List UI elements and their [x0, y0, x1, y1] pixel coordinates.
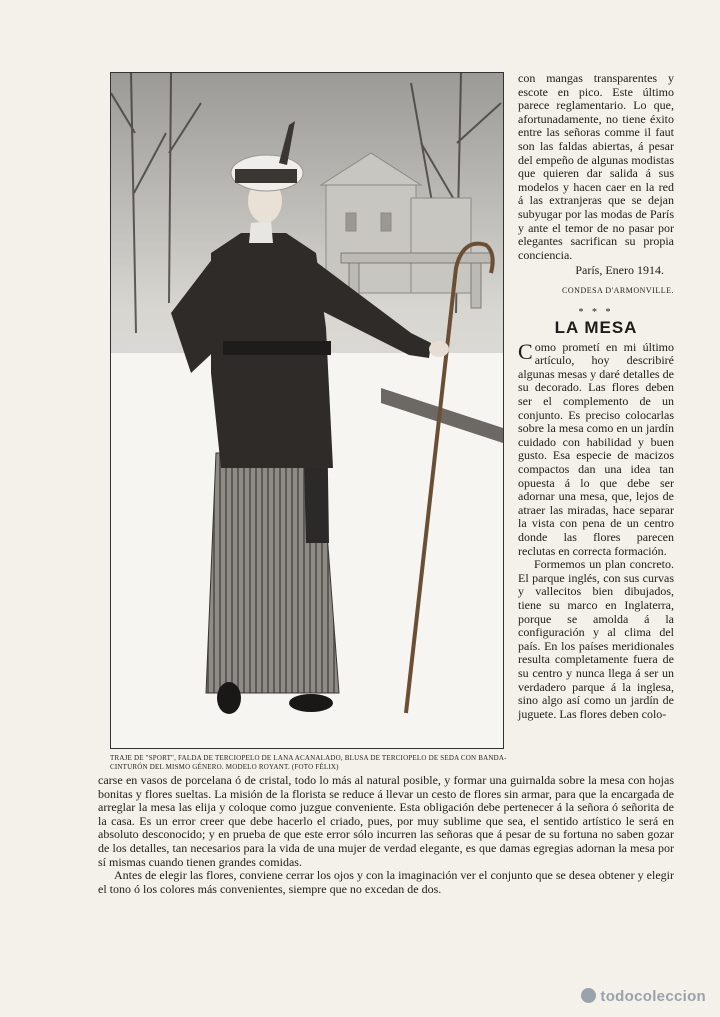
right-column	[518, 72, 674, 721]
article-paragraph: Formemos un plan concreto. El parque inglés, con sus curvas y vallecitos bien dibujados, tiene su marco en Inglaterra, porque se amolda á la configuración y al clima del país. En los países meridionales resulta completamente fuera de su centro y nunca llega á ser un verdadero parque á la inglesa, sino algo así como un jardín de juguete. Las flores deben colo-	[518, 557, 674, 721]
dateline: París, Enero 1914.	[575, 263, 664, 278]
section-separator: * * *	[578, 306, 614, 318]
magazine-page	[98, 62, 676, 962]
bottom-text-block	[98, 774, 674, 896]
photo-illustration	[111, 73, 503, 748]
section-heading: LA MESA	[554, 318, 638, 338]
watermark-text: todocoleccion	[600, 988, 706, 1005]
author-signature: CONDESA D'ARMONVILLE.	[562, 285, 674, 295]
article-paragraph: Antes de elegir las flores, conviene cerrar los ojos y con la imaginación ver el conjunto que se desea obtener y elegir el tono ó los colores más convenientes, siempre que no excedan de dos.	[98, 868, 674, 896]
drop-cap: C	[518, 338, 533, 364]
logo-icon	[581, 988, 596, 1003]
paragraph-text: omo prometí en mi último artículo, hoy describiré algunas mesas y daré detalles de su decorado. Las flores deben ser el complemento de un conjunto. Es preciso colocarlas sobre la mesa como en un jardín cuidado con habilidad y buen gusto. Esa especie de macizos compactos dan una idea tan opuesta á lo que debe ser adornar una mesa, que, lejos de atraer las miradas, hace separar la vista con pena de un centro donde las flores parecen reclutas en correcta formación.	[518, 339, 674, 558]
article-paragraph: carse en vasos de porcelana ó de cristal, todo lo más al natural posible, y formar una guirnalda sobre la mesa con hojas bonitas y flores sueltas. La misión de la florista se reduce á llevar un cesto de flores sin armar, para que la encargada de arreglar la mesa las elija y coloque como juzgue conveniente. Esta obligación debe pertenecer á la señora ó señorita de la casa. Es un error creer que debe hacerlo el criado, pues, por muy sublime que sea, el sentido artístico le será en absoluto desconocido; y en prueba de que este error sólo incurren las señoras que á pesar de su fortuna no saben gozar de los detalles, tan necesarios para la vida de una mujer de verdad elegante, es que damas egregias adornan la mesa por sí mismas cuando tienen grandes comidas.	[98, 773, 674, 869]
fashion-photograph	[110, 72, 504, 749]
photo-caption: TRAJE DE "SPORT", FALDA DE TERCIOPELO DE LANA ACANALADO, BLUSA DE TERCIOPELO DE SEDA CON BANDA-CINTURÓN DEL MISMO GÉNERO. MODELO ROYANT. (FOTO FÉLIX)	[110, 754, 507, 771]
article-paragraph: con mangas transparentes y escote en pico. Este último parece reglamentario. Lo que, afortunadamente, no tiene éxito entre las señoras comme il faut son las faldas abiertas, á pesar del empeño de algunas modistas que quieren dar salida á sus modelos y hacen caer en la red á las extranjeras que se dejan subyugar por las modas de París y ante el temor de no pasar por elegantes sacrifican su propia conciencia.	[518, 71, 674, 262]
site-watermark	[581, 988, 706, 1005]
article-paragraph	[518, 338, 674, 559]
